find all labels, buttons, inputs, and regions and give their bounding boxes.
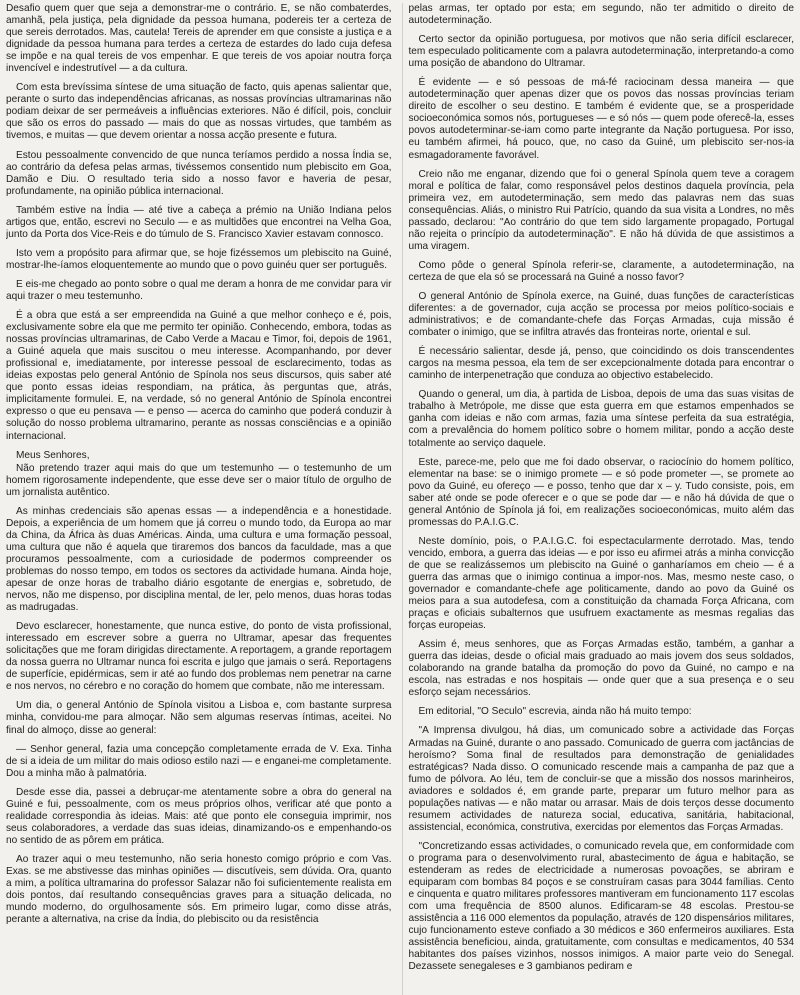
paragraph: Assim é, meus senhores, que as Forças Armadas estão, também, a ganhar a guerra das ideias, desde o oficial mais graduado ao mais jovem dos seus soldados, colaborando na grande batalha da promoção do povo da Guiné, no campo e na escola, nas estradas e nos hospitais — onde quer que a sua presença e o seu esforço sejam necessários. (408, 639, 794, 699)
paragraph: Com esta brevíssima síntese de uma situação de facto, quis apenas salientar que, perante o surto das independências africanas, as nossas províncias ultramarinas não podiam deixar de ser permeáveis a influências exteriores. Não é difícil, pois, concluir que são os erros do passado — mais do que as nossas virtudes, que também as tivemos, e muitas — que devem orientar a nossa acção presente e futura. (6, 82, 392, 142)
paragraph: É necessário salientar, desde já, penso, que coincidindo os dois transcendentes cargos na mesma pessoa, ela tem de ser excepcionalmente dotada para encontrar o caminho de interpenetração que conduza ao objectivo estabelecido. (408, 346, 794, 382)
paragraph: E eis-me chegado ao ponto sobre o qual me deram a honra de me convidar para vir aqui trazer o meu testemunho. (6, 278, 392, 302)
paragraph: Estou pessoalmente convencido de que nunca teríamos perdido a nossa Índia se, ao contrário da defesa pelas armas, tivéssemos consentido num plebiscito em Goa, Damão e Diu. O resultado teria sido a nosso favor e haveria de pesar, profundamente, na opinião pública internacional. (6, 149, 392, 197)
paragraph: É evidente — e só pessoas de má-fé raciocinam dessa maneira — que autodeterminação quer apenas dizer que os povos das nossas províncias teriam direito de escolher o seu destino. E também é evidente que, se a prosperidade socioeconómica somos nós, portugueses — e só nós — quem pode oferecê-la, esses povos autodeterminar-se-iam como parte integrante da Nação portuguesa. Por isso, eu também afirmei, há pouco, que, no caso da Guiné, um plebiscito ser-nos-ia esmagadoramente favorável. (408, 77, 794, 161)
paragraph: As minhas credenciais são apenas essas — a independência e a honestidade. Depois, a experiência de um homem que já correu o mundo todo, da Europa ao mar da China, da África às duas Américas. Ainda, uma cultura e uma formação pessoal, uma cultura que não é aquela que tiraremos dos bancos da faculdade, mas a que procuramos pessoalmente, com a curiosidade de podermos compreender os problemas do nosso tempo, em todos os sectores da actividade humana. Ainda hoje, apesar de onze horas de trabalho diário esgotante de energias e, sobretudo, de nervos, não me dispenso, por disciplina mental, de ler, pelo menos, duas horas todas as madrugadas. (6, 505, 392, 614)
paragraph: Desafio quem quer que seja a demonstrar-me o contrário. E, se não combaterdes, amanhã, pela justiça, pela dignidade da pessoa humana, podereis ter a certeza de que sereis derrotados. Mas, cautela! Tereis de aprender em que consiste a justiça e a dignidade da pessoa humana para terdes a certeza de estardes do lado cuja defesa se impõe e na qual tereis de vos empenhar. E que tereis de vos apoiar noutra força invencível e indestrutível — a da cultura. (6, 3, 392, 75)
paragraph: É a obra que está a ser empreendida na Guiné a que melhor conheço e é, pois, exclusivamente sobre ela que me permito ter opinião. Conhecendo, embora, todas as nossas províncias ultramarinas, de Cabo Verde a Macau e Timor, foi, depois de 1961, a Guiné aquela que mais suscitou o meu interesse. Acompanhando, por dever profissional e, imediatamente, por interesse pessoal de esclarecimento, todas as ideias expostas pelo general António de Spínola nos seus discursos, quis saber até que ponto essas ideias respondiam, na prática, às perguntas que, atrás, implicitamente formulei. E, na verdade, só no general António de Spínola encontrei expresso o que eu pensava — e penso — acerca do caminho que poderá conduzir à solução do nosso problema ultramarino, perante as nossas consciências e a opinião internacional. (6, 310, 392, 442)
paragraph: O general António de Spínola exerce, na Guiné, duas funções de características diferentes: a de governador, cuja acção se processa por meios político-sociais e administrativos; e de comandante-chefe das Forças Armadas, cuja missão é combater o inimigo, que se infiltra através das fronteiras norte, oriental e sul. (408, 290, 794, 339)
paragraph: Também estive na Índia — até tive a cabeça a prémio na União Indiana pelos artigos que, então, escrevi no Seculo — e as multidões que encontrei na Velha Goa, junto da Porta dos Vice-Reis e do túmulo de S. Francisco Xavier estavam connosco. (6, 204, 392, 240)
quote-paragraph: "Concretizando essas actividades, o comunicado revela que, em conformidade com o programa para o desenvolvimento rural, abastecimento de água e habitação, se estenderam as redes de electricidade a numerosas povoações, se abriram e equiparam com bombas 84 poços e se construíram casas para 3044 famílias. Cento e cinquenta e quatro militares professores mantiveram em funcionamento 117 escolas com uma frequência de 8500 alunos. Edificaram-se 48 escolas. Prestou-se assistência a 116 000 elementos da população, através de 120 dispensários militares, cujo funcionamento esteve confiado a 30 médicos e 360 enfermeiros auxiliares. Esta assistência beneficiou, ainda, gratuitamente, com consultas e medicamentos, 40 534 habitantes dos países vizinhos, nossos inimigos. A maior parte veio do Senegal. Dezassete senegaleses e 3 gambianos pediram e (408, 840, 794, 973)
paragraph: Isto vem a propósito para afirmar que, se hoje fizéssemos um plebiscito na Guiné, mostrar-lhe-íamos eloquentemente ao mundo que o povo guinéu quer ser português. (6, 247, 392, 271)
paragraph: Este, parece-me, pelo que me foi dado observar, o raciocínio do homem político, elementar na base: se o inimigo promete — e só pode prometer —, se promete ao povo da Guiné, eu ofereço — e posso, tenho que dar x – y. Tudo consiste, pois, em saber até onde se pode oferecer e o que se pode dar — e não há dúvida de que o general António de Spínola já foi, em realizações socioeconómicas, muito além das promessas do P.A.I.G.C. (408, 456, 794, 528)
paragraph: Não pretendo trazer aqui mais do que um testemunho — o testemunho de um homem rigorosamente independente, que esse deve ser o maior título de orgulho de um jornalista autêntico. (6, 462, 392, 498)
paragraph: Devo esclarecer, honestamente, que nunca estive, do ponto de vista profissional, interessado em escrever sobre a guerra no Ultramar, apesar das frequentes solicitações que me foram dirigidas directamente. A reportagem, a grande reportagem da nossa guerra no Ultramar nunca foi escrita e julgo que jamais o será. Reportagens de superfície, epidérmicas, sem ir até ao fundo dos problemas nem penetrar na carne e nos nervos, no cérebro e no coração do homem que combate, não me interessam. (6, 621, 392, 693)
paragraph: Um dia, o general António de Spínola visitou a Lisboa e, com bastante surpresa minha, convidou-me para almoçar. Não sem algumas reservas íntimas, aceitei. No final do almoço, disse ao general: (6, 700, 392, 736)
left-column (6, 3, 392, 995)
paragraph: Como pôde o general Spínola referir-se, claramente, a autodeterminação, na certeza de que ela só se processará na Guiné a nosso favor? (408, 259, 794, 283)
right-column (402, 3, 795, 995)
paragraph: Ao trazer aqui o meu testemunho, não seria honesto comigo próprio e com Vas. Exas. se me abstivesse das minhas opiniões — discutíveis, sem dúvida. Ora, quanto a mim, a política ultramarina do professor Salazar não foi suficientemente realista em dois pontos, daí resultando consequências graves para a situação delicada, no mundo moderno, do orgulhosamente sós. Em primeiro lugar, como disse atrás, perante a alternativa, na crise da Índia, do plebiscito ou da resistência (6, 853, 392, 926)
paragraph: Creio não me enganar, dizendo que foi o general Spínola quem teve a coragem moral e política de falar, como responsável pelos destinos daquela província, pela primeira vez, em autodeterminação, sem medo das palavras nem das suas consequências. Aliás, o ministro Rui Patrício, quando da sua visita a Londres, no mês passado, declarou: "Ao contrário do que tem sido largamente propagado, Portugal não rejeita o princípio da autodeterminação". E não há dúvida de que assistimos a uma viragem. (408, 168, 794, 252)
paragraph: pelas armas, ter optado por esta; em segundo, não ter admitido o direito de autodeterminação. (408, 3, 794, 27)
paragraph: Em editorial, "O Seculo" escrevia, ainda não há muito tempo: (418, 706, 692, 718)
paragraph: Desde esse dia, passei a debruçar-me atentamente sobre a obra do general na Guiné e fui, pessoalmente, com os meus próprios olhos, verificar até que ponto a realidade correspondia às ideias. Mais: até que ponto ele conseguia imprimir, nos seus colaboradores, a verdade das suas ideias, dinamizando-os e empenhando-os no sentido de as pôrem em prática. (6, 786, 392, 846)
paragraph: Neste domínio, pois, o P.A.I.G.C. foi espectacularmente derrotado. Mas, tendo vencido, embora, a guerra das ideias — e por isso eu afirmei atrás a minha convicção de que se realizássemos um plebiscito na Guiné o ganharíamos em cheio — é a guerra das armas que o inimigo continua a impor-nos. Mas, mesmo neste caso, o governador e comandante-chefe age politicamente, dando ao povo da Guiné os meios para a sua autodefesa, com a constituição da chamada Força Africana, com praças e oficiais subalternos que usufruem exactamente as mesmas regalias das forças europeias. (408, 535, 794, 632)
salutation: Meus Senhores, (16, 449, 90, 461)
dialogue-paragraph: — Senhor general, fazia uma concepção completamente errada de V. Exa. Tinha de si a ideia de um militar do mais odioso estilo nazi — e enganei-me completamente. Dou a minha mão à palmatória. (6, 743, 392, 779)
quote-paragraph: "A Imprensa divulgou, há dias, um comunicado sobre a actividade das Forças Armadas na Guiné, durante o ano passado. Comunicado de guerra com jactâncias de heroísmo? Soma final de resultados para demonstração de genialidades estratégicas? Nada disso. O comunicado rescende mais a campanha de paz que a fumo de pólvora. Ao léu, tem de concluir-se que a missão dos nossos marinheiros, aviadores e soldados é, em grande parte, preparar um futuro melhor para as populações nativas — e não matar ou arrasar. Mais de dois terços desse documento resumem actividades de natureza social, educativa, sanitária, habitacional, assistencial, económica, construtiva, exercidas por elementos das Forças Armadas. (408, 725, 794, 833)
paragraph: Certo sector da opinião portuguesa, por motivos que não seria difícil esclarecer, tem especulado politicamente com a palavra autodeterminação, interpretando-a como uma posição de abandono do Ultramar. (408, 34, 794, 70)
paragraph: Quando o general, um dia, à partida de Lisboa, depois de uma das suas visitas de trabalho à Metrópole, me disse que esta guerra em que estamos empenhados se ganha com ideias e não com armas, fazia uma síntese perfeita da sua estratégia, com a prevalência do homem político sobre o homem militar, pondo a acção deste totalmente ao serviço daquele. (408, 389, 794, 449)
